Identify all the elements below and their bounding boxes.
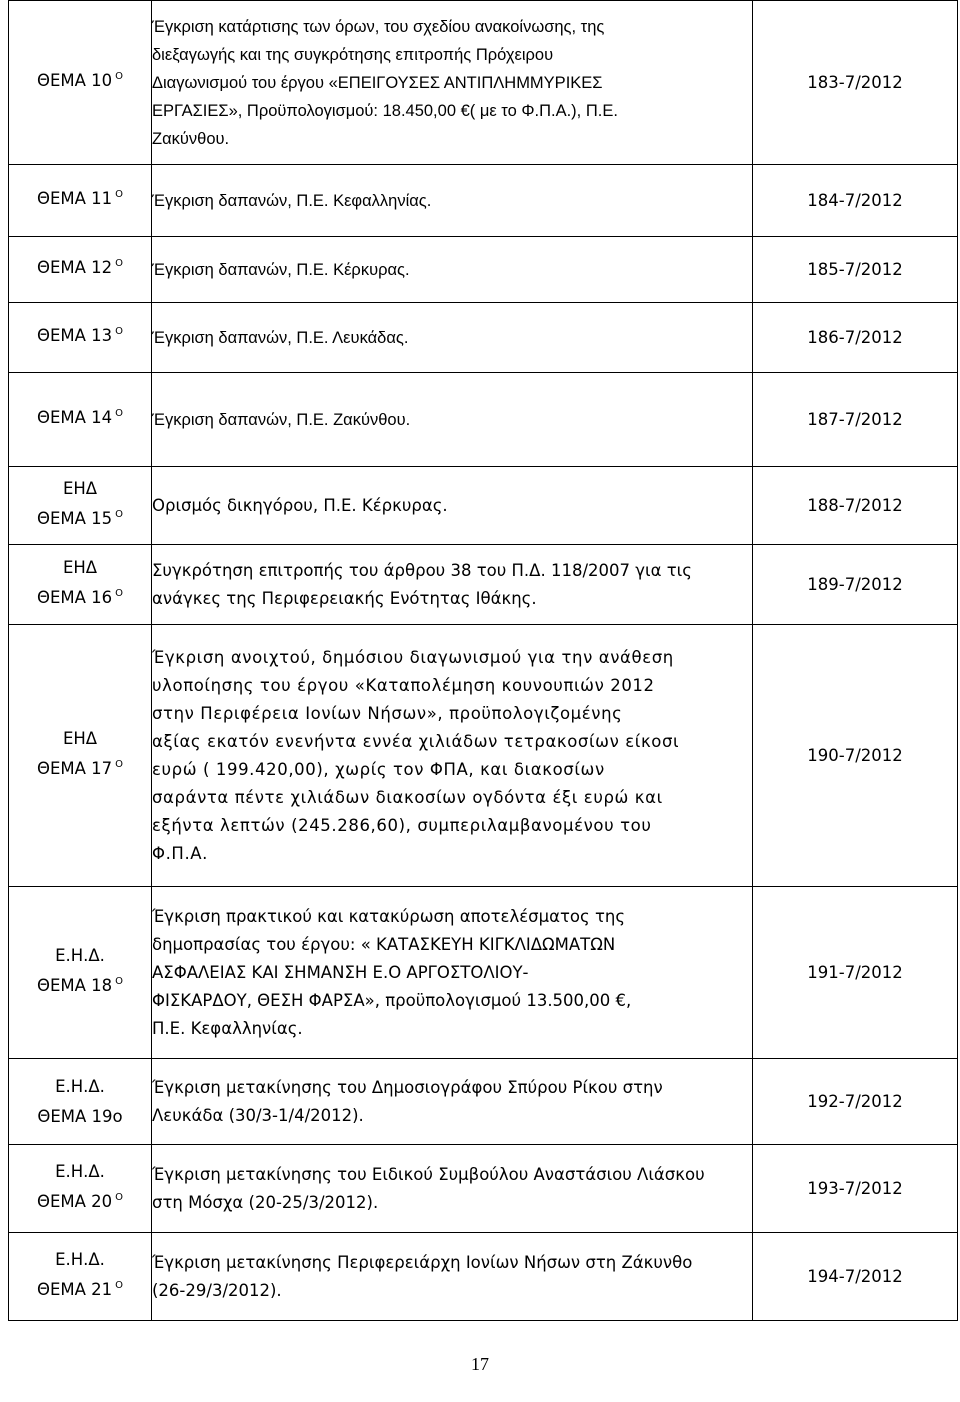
agenda-row: [9, 1059, 958, 1145]
description-line: Ζακύνθου.: [152, 129, 230, 148]
description-cell: [152, 237, 753, 303]
description-line: στη Μόσχα (20-25/3/2012).: [152, 1192, 379, 1212]
description-line: στην Περιφέρεια Ιονίων Νήσων», προϋπολογιζομένης: [152, 703, 623, 723]
description-line: Έγκριση πρακτικού και κατακύρωση αποτελέσματος της: [152, 906, 626, 926]
description-line: εξήντα λεπτών (245.286,60), συμπεριλαμβανομένου του: [152, 815, 652, 835]
topic-label: ΘΕΜΑ 18 $^O$: [36, 976, 124, 995]
topic-label: ΘΕΜΑ 17 $^O$: [36, 759, 124, 778]
description-line: Έγκριση ανοιχτού, δημόσιου διαγωνισμού για την ανάθεση: [152, 647, 674, 667]
decision-number: 191-7/2012: [753, 887, 958, 1059]
decision-number: 184-7/2012: [753, 165, 958, 237]
description-cell: [152, 1145, 753, 1233]
description-line: Λευκάδα (30/3-1/4/2012).: [152, 1105, 364, 1125]
description-line: (26-29/3/2012).: [152, 1280, 282, 1300]
agenda-row: [9, 165, 958, 237]
agenda-row: [9, 467, 958, 545]
topic-cell: [9, 467, 152, 545]
topic-prefix: Ε.Η.Δ.: [55, 1250, 105, 1269]
description-line: Ορισμός δικηγόρου, Π.Ε. Κέρκυρας.: [152, 495, 448, 515]
description-line: Έγκριση μετακίνησης του Ειδικού Συμβούλου Αναστάσιου Λιάσκου: [152, 1164, 705, 1184]
topic-label: ΘΕΜΑ 14 $^O$: [36, 408, 124, 427]
agenda-row: [9, 545, 958, 625]
topic-label: ΘΕΜΑ 20 $^O$: [36, 1192, 124, 1211]
description-line: ανάγκες της Περιφερειακής Ενότητας Ιθάκης.: [152, 588, 537, 608]
decision-number: 183-7/2012: [753, 1, 958, 165]
topic-prefix: ΕΗΔ: [62, 729, 98, 748]
page-number: 17: [471, 1354, 489, 1374]
topic-cell: [9, 1059, 152, 1145]
topic-cell: [9, 373, 152, 467]
agenda-row: [9, 373, 958, 467]
decision-number: 189-7/2012: [753, 545, 958, 625]
description-cell: [152, 467, 753, 545]
description-line: Έγκριση δαπανών, Π.Ε. Κέρκυρας.: [152, 260, 410, 279]
description-line: σαράντα πέντε χιλιάδων διακοσίων ογδόντα έξι ευρώ και: [152, 787, 663, 807]
topic-prefix: ΕΗΔ: [62, 558, 98, 577]
topic-cell: [9, 303, 152, 373]
agenda-row: [9, 1233, 958, 1321]
topic-label: ΘΕΜΑ 10 $^O$: [36, 71, 124, 90]
agenda-row: [9, 1145, 958, 1233]
description-line: Έγκριση μετακίνησης Περιφερειάρχη Ιονίων Νήσων στη Ζάκυνθο: [152, 1252, 693, 1272]
agenda-table: [8, 0, 958, 1321]
description-cell: [152, 303, 753, 373]
topic-prefix: Ε.Η.Δ.: [55, 1162, 105, 1181]
description-cell: [152, 1233, 753, 1321]
description-line: Έγκριση δαπανών, Π.Ε. Κεφαλληνίας.: [152, 191, 432, 210]
description-line: Συγκρότηση επιτροπής του άρθρου 38 του Π.Δ. 118/2007 για τις: [152, 560, 692, 580]
description-line: Διαγωνισμού του έργου «ΕΠΕΙΓΟΥΣΕΣ ΑΝΤΙΠΛΗΜΜΥΡΙΚΕΣ: [152, 73, 603, 92]
decision-number: 190-7/2012: [753, 625, 958, 887]
description-line: ΦΙΣΚΑΡΔΟΥ, ΘΕΣΗ ΦΑΡΣΑ», προϋπολογισμού 13.500,00 €,: [152, 990, 632, 1010]
topic-cell: [9, 1, 152, 165]
description-cell: [152, 545, 753, 625]
description-line: διεξαγωγής και της συγκρότησης επιτροπής Πρόχειρου: [152, 45, 554, 64]
decision-number: 185-7/2012: [753, 237, 958, 303]
description-line: Έγκριση μετακίνησης του Δημοσιογράφου Σπύρου Ρίκου στην: [152, 1077, 663, 1097]
decision-number: 188-7/2012: [753, 467, 958, 545]
description-line: δημοπρασίας του έργου: « ΚΑΤΑΣΚΕΥΗ ΚΙΓΚΛΙΔΩΜΑΤΩΝ: [152, 934, 616, 954]
description-line: αξίας εκατόν ενενήντα εννέα χιλιάδων τετρακοσίων είκοσι: [152, 731, 680, 751]
description-line: Έγκριση κατάρτισης των όρων, του σχεδίου ανακοίνωσης, της: [152, 17, 605, 36]
topic-prefix: Ε.Η.Δ.: [55, 946, 105, 965]
description-cell: [152, 1, 753, 165]
topic-cell: [9, 625, 152, 887]
agenda-row: [9, 303, 958, 373]
topic-label: ΘΕΜΑ 16 $^O$: [36, 588, 124, 607]
description-line: ευρώ ( 199.420,00), χωρίς τον ΦΠΑ, και διακοσίων: [152, 759, 605, 779]
description-cell: [152, 887, 753, 1059]
description-cell: [152, 373, 753, 467]
topic-cell: [9, 237, 152, 303]
decision-number: 193-7/2012: [753, 1145, 958, 1233]
topic-label: ΘΕΜΑ 21 $^O$: [36, 1280, 124, 1299]
description-cell: [152, 165, 753, 237]
description-line: Έγκριση δαπανών, Π.Ε. Ζακύνθου.: [152, 410, 411, 429]
topic-label: ΘΕΜΑ 15 $^O$: [36, 509, 124, 528]
description-line: ΑΣΦΑΛΕΙΑΣ ΚΑΙ ΣΗΜΑΝΣΗ Ε.Ο ΑΡΓΟΣΤΟΛΙΟΥ-: [152, 962, 529, 982]
topic-cell: [9, 1145, 152, 1233]
description-line: ΕΡΓΑΣΙΕΣ», Προϋπολογισμού: 18.450,00 €( με το Φ.Π.Α.), Π.Ε.: [152, 101, 618, 120]
description-line: υλοποίησης του έργου «Καταπολέμηση κουνουπιών 2012: [152, 675, 655, 695]
description-cell: [152, 1059, 753, 1145]
topic-cell: [9, 545, 152, 625]
description-line: Π.Ε. Κεφαλληνίας.: [152, 1018, 303, 1038]
decision-number: 187-7/2012: [753, 373, 958, 467]
topic-prefix: ΕΗΔ: [62, 479, 98, 498]
topic-cell: [9, 165, 152, 237]
topic-label: ΘΕΜΑ 19ο: [37, 1106, 123, 1126]
agenda-row: [9, 1, 958, 165]
agenda-row: [9, 887, 958, 1059]
description-cell: [152, 625, 753, 887]
topic-label: ΘΕΜΑ 11 $^O$: [36, 189, 124, 208]
agenda-row: [9, 625, 958, 887]
topic-label: ΘΕΜΑ 13 $^O$: [36, 326, 124, 345]
decision-number: 186-7/2012: [753, 303, 958, 373]
topic-cell: [9, 887, 152, 1059]
decision-number: 194-7/2012: [753, 1233, 958, 1321]
decision-number: 192-7/2012: [753, 1059, 958, 1145]
description-line: Φ.Π.Α.: [152, 843, 209, 863]
topic-label: ΘΕΜΑ 12 $^O$: [36, 258, 124, 277]
topic-cell: [9, 1233, 152, 1321]
description-line: Έγκριση δαπανών, Π.Ε. Λευκάδας.: [152, 328, 409, 347]
topic-prefix: Ε.Η.Δ.: [55, 1076, 105, 1096]
agenda-row: [9, 237, 958, 303]
